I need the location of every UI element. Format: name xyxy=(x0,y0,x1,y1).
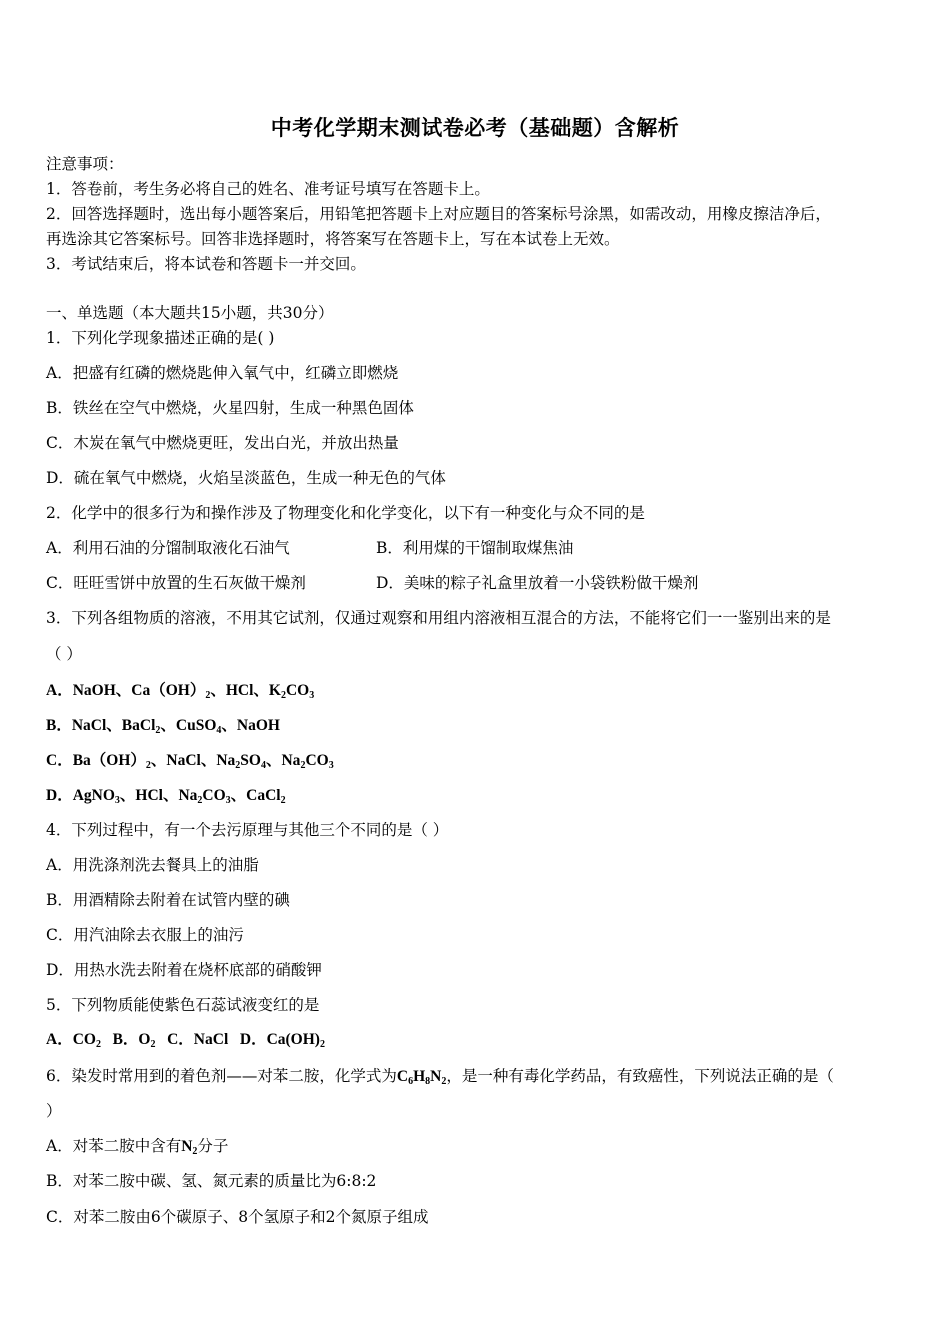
q4-stem: 4．下列过程中，有一个去污原理与其他三个不同的是（ ） xyxy=(46,821,449,839)
q1-option-c: C．木炭在氧气中燃烧更旺，发出白光，并放出热量 xyxy=(46,434,399,452)
q3-option-b-key: B． xyxy=(46,717,72,734)
q3-option-c xyxy=(46,750,334,771)
q6-option-a xyxy=(46,1136,228,1157)
q3-stem: 3．下列各组物质的溶液，不用其它试剂，仅通过观察和用组内溶液相互混合的方法，不能将它们一一鉴别出来的是 xyxy=(46,609,831,627)
notice-item-1: 1．答卷前，考生务必将自己的姓名、准考证号填写在答题卡上。 xyxy=(46,180,490,198)
q4-option-d: D．用热水洗去附着在烧杯底部的硝酸钾 xyxy=(46,961,322,979)
q6-stem-part2: ，是一种有毒化学药品，有致癌性，下列说法正确的是（ xyxy=(446,1067,834,1085)
q6-option-a-part1: A．对苯二胺中含有 xyxy=(46,1137,182,1155)
q3-option-d-key: D． xyxy=(46,787,73,804)
q6-stem xyxy=(46,1066,834,1087)
q3-option-c-key: C． xyxy=(46,752,73,769)
q3-option-c-formula: $Ba(OH)_2$、NaCl、$Na_2SO_4$、$Na_2CO_3$ xyxy=(72,752,334,771)
page-title: 中考化学期末测试卷必考（基础题）含解析 xyxy=(270,115,680,140)
q6-option-a-part2: 分子 xyxy=(197,1137,229,1155)
q6-stem-bracket: ） xyxy=(46,1102,62,1120)
q3-option-d xyxy=(46,785,286,806)
q1-option-a: A．把盛有红磷的燃烧匙伸入氧气中，红磷立即燃烧 xyxy=(46,364,399,382)
q3-option-a-formula: NaOH、$Ca(OH)_2$、HCl、$K_2CO_3$ xyxy=(72,682,315,701)
q3-option-b xyxy=(46,715,280,736)
q2-stem: 2．化学中的很多行为和操作涉及了物理变化和化学变化，以下有一种变化与众不同的是 xyxy=(46,504,645,522)
q2-option-b: B．利用煤的干馏制取煤焦油 xyxy=(376,539,574,557)
q6-formula: $C_6H_8N_2$ xyxy=(396,1068,447,1087)
q4-option-b: B．用酒精除去附着在试管内壁的碘 xyxy=(46,891,290,909)
section-heading: 一、单选题（本大题共15小题，共30分） xyxy=(46,304,334,322)
q3-option-a xyxy=(46,680,314,701)
q6-option-b: B．对苯二胺中碳、氢、氮元素的质量比为6:8:2 xyxy=(46,1172,377,1190)
q3-option-a-key: A． xyxy=(46,682,73,699)
q2-option-a: A．利用石油的分馏制取液化石油气 xyxy=(46,539,290,557)
q2-option-c: C．旺旺雪饼中放置的生石灰做干燥剂 xyxy=(46,574,306,592)
q1-stem: 1．下列化学现象描述正确的是( ) xyxy=(46,329,275,347)
q1-option-b: B．铁丝在空气中燃烧，火星四射，生成一种黑色固体 xyxy=(46,399,414,417)
q3-option-d-formula: AgNO$_3$、HCl、$Na_2CO_3$、CaCl$_2$ xyxy=(72,787,286,806)
q6-option-c: C．对苯二胺由6个碳原子、8个氢原子和2个氮原子组成 xyxy=(46,1208,429,1226)
q1-option-d: D．硫在氧气中燃烧，火焰呈淡蓝色，生成一种无色的气体 xyxy=(46,469,446,487)
q5-stem: 5．下列物质能使紫色石蕊试液变红的是 xyxy=(46,996,320,1014)
q4-option-c: C．用汽油除去衣服上的油污 xyxy=(46,926,244,944)
notice-item-2-cont: 再选涂其它答案标号。回答非选择题时，将答案写在答题卡上，写在本试卷上无效。 xyxy=(46,230,620,248)
q2-option-d: D．美味的粽子礼盒里放着一小袋铁粉做干燥剂 xyxy=(376,574,699,592)
q3-stem-bracket: （ ） xyxy=(46,645,82,663)
q5-options: A．$CO_2$ B．$O_2$ C．NaCl D．$Ca(OH)_2$ xyxy=(46,1031,325,1050)
q4-option-a: A．用洗涤剂洗去餐具上的油脂 xyxy=(46,856,259,874)
q3-option-b-formula: NaCl、BaCl$_2$、CuSO$_4$、NaOH xyxy=(71,717,280,736)
notice-item-3: 3．考试结束后，将本试卷和答题卡一并交回。 xyxy=(46,255,366,273)
q6-stem-part1: 6．染发时常用到的着色剂——对苯二胺，化学式为 xyxy=(46,1067,397,1085)
notice-heading: 注意事项： xyxy=(46,155,124,173)
q6-option-a-formula: $N_2$ xyxy=(181,1138,198,1157)
notice-item-2: 2．回答选择题时，选出每小题答案后，用铅笔把答题卡上对应题目的答案标号涂黑，如需改动，用橡皮擦洁净后， xyxy=(46,205,831,223)
